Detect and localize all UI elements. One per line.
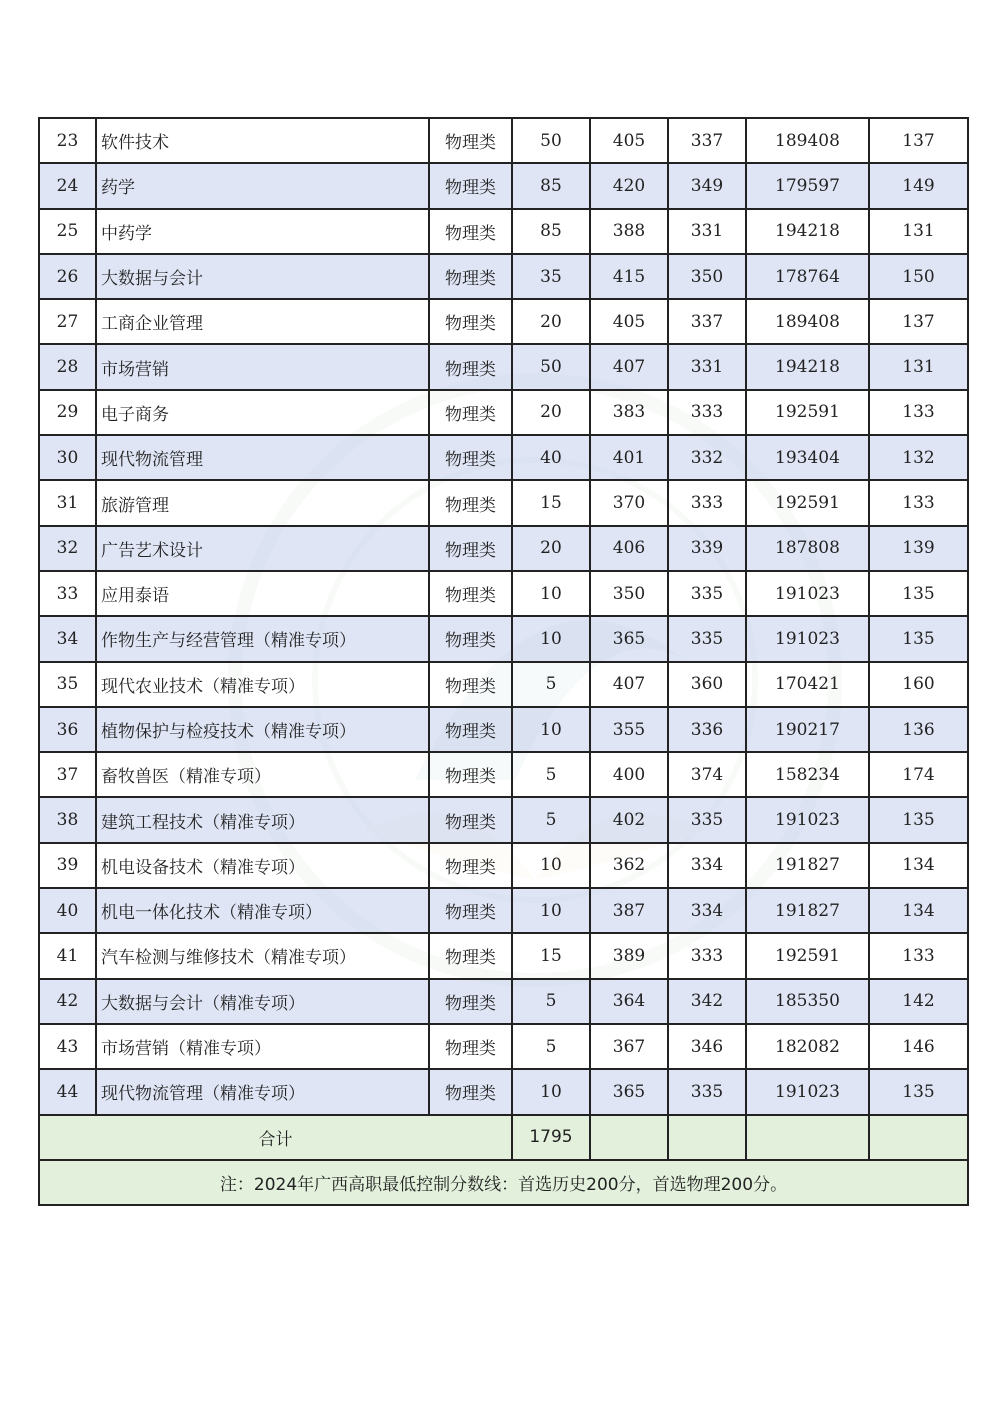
min-rank: 170421 xyxy=(746,662,869,707)
subject-category: 物理类 xyxy=(429,843,512,888)
major-name: 现代物流管理 xyxy=(96,435,429,480)
score-above-line: 134 xyxy=(869,888,968,933)
min-score: 335 xyxy=(668,571,746,616)
max-score: 355 xyxy=(590,707,668,752)
table-row xyxy=(39,480,968,525)
plan-count: 15 xyxy=(512,480,590,525)
min-rank: 192591 xyxy=(746,933,869,978)
min-rank: 192591 xyxy=(746,480,869,525)
score-above-line: 131 xyxy=(869,209,968,254)
row-number: 37 xyxy=(39,752,96,797)
min-rank: 179597 xyxy=(746,163,869,208)
plan-count: 85 xyxy=(512,163,590,208)
plan-count: 10 xyxy=(512,571,590,616)
score-above-line: 160 xyxy=(869,662,968,707)
row-number: 44 xyxy=(39,1069,96,1114)
min-score: 360 xyxy=(668,662,746,707)
row-number: 27 xyxy=(39,299,96,344)
max-score: 405 xyxy=(590,299,668,344)
score-above-line: 135 xyxy=(869,616,968,661)
score-above-line: 135 xyxy=(869,571,968,616)
plan-count: 5 xyxy=(512,797,590,842)
table-row xyxy=(39,526,968,571)
table-row xyxy=(39,344,968,389)
min-score: 331 xyxy=(668,344,746,389)
major-name: 工商企业管理 xyxy=(96,299,429,344)
score-above-line: 146 xyxy=(869,1024,968,1069)
max-score: 405 xyxy=(590,118,668,163)
major-name: 机电一体化技术（精准专项） xyxy=(96,888,429,933)
min-rank: 158234 xyxy=(746,752,869,797)
major-name: 大数据与会计（精准专项） xyxy=(96,979,429,1024)
major-name: 建筑工程技术（精准专项） xyxy=(96,797,429,842)
major-name: 旅游管理 xyxy=(96,480,429,525)
subject-category: 物理类 xyxy=(429,435,512,480)
table-row xyxy=(39,254,968,299)
subject-category: 物理类 xyxy=(429,480,512,525)
plan-count: 20 xyxy=(512,299,590,344)
row-number: 23 xyxy=(39,118,96,163)
total-value: 1795 xyxy=(512,1115,590,1160)
subject-category: 物理类 xyxy=(429,707,512,752)
subject-category: 物理类 xyxy=(429,526,512,571)
row-number: 26 xyxy=(39,254,96,299)
row-number: 24 xyxy=(39,163,96,208)
subject-category: 物理类 xyxy=(429,752,512,797)
plan-count: 5 xyxy=(512,1024,590,1069)
subject-category: 物理类 xyxy=(429,1024,512,1069)
subject-category: 物理类 xyxy=(429,797,512,842)
table-row xyxy=(39,1069,968,1114)
table-row xyxy=(39,888,968,933)
row-number: 41 xyxy=(39,933,96,978)
major-name: 汽车检测与维修技术（精准专项） xyxy=(96,933,429,978)
min-score: 346 xyxy=(668,1024,746,1069)
max-score: 407 xyxy=(590,662,668,707)
major-name: 植物保护与检疫技术（精准专项） xyxy=(96,707,429,752)
score-above-line: 135 xyxy=(869,797,968,842)
min-rank: 194218 xyxy=(746,344,869,389)
min-score: 337 xyxy=(668,118,746,163)
max-score: 365 xyxy=(590,616,668,661)
min-rank: 189408 xyxy=(746,118,869,163)
table-row xyxy=(39,390,968,435)
plan-count: 5 xyxy=(512,752,590,797)
min-score: 331 xyxy=(668,209,746,254)
row-number: 29 xyxy=(39,390,96,435)
major-name: 电子商务 xyxy=(96,390,429,435)
score-above-line: 133 xyxy=(869,933,968,978)
subject-category: 物理类 xyxy=(429,571,512,616)
subject-category: 物理类 xyxy=(429,616,512,661)
score-above-line: 131 xyxy=(869,344,968,389)
score-above-line: 132 xyxy=(869,435,968,480)
max-score: 387 xyxy=(590,888,668,933)
min-rank: 178764 xyxy=(746,254,869,299)
max-score: 389 xyxy=(590,933,668,978)
max-score: 407 xyxy=(590,344,668,389)
table-row xyxy=(39,979,968,1024)
min-rank: 192591 xyxy=(746,390,869,435)
max-score: 370 xyxy=(590,480,668,525)
admission-scores-table xyxy=(38,117,969,1206)
table-row xyxy=(39,571,968,616)
major-name: 作物生产与经营管理（精准专项） xyxy=(96,616,429,661)
table-row xyxy=(39,662,968,707)
min-score: 374 xyxy=(668,752,746,797)
min-score: 333 xyxy=(668,480,746,525)
score-above-line: 134 xyxy=(869,843,968,888)
plan-count: 10 xyxy=(512,888,590,933)
plan-count: 10 xyxy=(512,1069,590,1114)
note-row xyxy=(39,1160,968,1205)
table-row xyxy=(39,118,968,163)
score-above-line: 139 xyxy=(869,526,968,571)
row-number: 40 xyxy=(39,888,96,933)
plan-count: 20 xyxy=(512,390,590,435)
row-number: 34 xyxy=(39,616,96,661)
min-rank: 191023 xyxy=(746,797,869,842)
min-rank: 191023 xyxy=(746,571,869,616)
major-name: 市场营销（精准专项） xyxy=(96,1024,429,1069)
table-row xyxy=(39,435,968,480)
major-name: 软件技术 xyxy=(96,118,429,163)
subject-category: 物理类 xyxy=(429,299,512,344)
subject-category: 物理类 xyxy=(429,254,512,299)
min-rank: 191827 xyxy=(746,888,869,933)
major-name: 应用泰语 xyxy=(96,571,429,616)
subject-category: 物理类 xyxy=(429,888,512,933)
max-score: 406 xyxy=(590,526,668,571)
score-above-line: 174 xyxy=(869,752,968,797)
row-number: 25 xyxy=(39,209,96,254)
major-name: 大数据与会计 xyxy=(96,254,429,299)
total-label: 合计 xyxy=(39,1115,512,1160)
score-above-line: 136 xyxy=(869,707,968,752)
min-rank: 182082 xyxy=(746,1024,869,1069)
plan-count: 10 xyxy=(512,843,590,888)
table-row xyxy=(39,616,968,661)
major-name: 药学 xyxy=(96,163,429,208)
row-number: 42 xyxy=(39,979,96,1024)
score-above-line: 149 xyxy=(869,163,968,208)
subject-category: 物理类 xyxy=(429,163,512,208)
max-score: 350 xyxy=(590,571,668,616)
table-row xyxy=(39,707,968,752)
plan-count: 5 xyxy=(512,979,590,1024)
min-score: 334 xyxy=(668,888,746,933)
subject-category: 物理类 xyxy=(429,118,512,163)
plan-count: 40 xyxy=(512,435,590,480)
subject-category: 物理类 xyxy=(429,933,512,978)
min-score: 349 xyxy=(668,163,746,208)
max-score: 415 xyxy=(590,254,668,299)
major-name: 畜牧兽医（精准专项） xyxy=(96,752,429,797)
major-name: 广告艺术设计 xyxy=(96,526,429,571)
min-score: 339 xyxy=(668,526,746,571)
row-number: 32 xyxy=(39,526,96,571)
min-score: 335 xyxy=(668,1069,746,1114)
table-row xyxy=(39,752,968,797)
table-row xyxy=(39,1024,968,1069)
max-score: 400 xyxy=(590,752,668,797)
score-above-line: 137 xyxy=(869,118,968,163)
min-score: 334 xyxy=(668,843,746,888)
min-score: 337 xyxy=(668,299,746,344)
plan-count: 20 xyxy=(512,526,590,571)
max-score: 420 xyxy=(590,163,668,208)
plan-count: 35 xyxy=(512,254,590,299)
min-score: 332 xyxy=(668,435,746,480)
max-score: 364 xyxy=(590,979,668,1024)
min-rank: 190217 xyxy=(746,707,869,752)
score-above-line: 137 xyxy=(869,299,968,344)
table-row xyxy=(39,209,968,254)
major-name: 机电设备技术（精准专项） xyxy=(96,843,429,888)
subject-category: 物理类 xyxy=(429,1069,512,1114)
max-score: 401 xyxy=(590,435,668,480)
score-above-line: 133 xyxy=(869,390,968,435)
min-rank: 185350 xyxy=(746,979,869,1024)
subject-category: 物理类 xyxy=(429,979,512,1024)
row-number: 30 xyxy=(39,435,96,480)
subject-category: 物理类 xyxy=(429,209,512,254)
max-score: 362 xyxy=(590,843,668,888)
plan-count: 5 xyxy=(512,662,590,707)
table-row xyxy=(39,933,968,978)
plan-count: 10 xyxy=(512,616,590,661)
score-above-line: 133 xyxy=(869,480,968,525)
plan-count: 50 xyxy=(512,344,590,389)
major-name: 市场营销 xyxy=(96,344,429,389)
min-rank: 187808 xyxy=(746,526,869,571)
max-score: 388 xyxy=(590,209,668,254)
plan-count: 50 xyxy=(512,118,590,163)
min-score: 350 xyxy=(668,254,746,299)
min-score: 335 xyxy=(668,616,746,661)
score-above-line: 150 xyxy=(869,254,968,299)
row-number: 35 xyxy=(39,662,96,707)
plan-count: 10 xyxy=(512,707,590,752)
min-score: 342 xyxy=(668,979,746,1024)
row-number: 43 xyxy=(39,1024,96,1069)
row-number: 28 xyxy=(39,344,96,389)
table-row xyxy=(39,843,968,888)
subject-category: 物理类 xyxy=(429,662,512,707)
score-above-line: 135 xyxy=(869,1069,968,1114)
total-row xyxy=(39,1115,968,1160)
min-score: 336 xyxy=(668,707,746,752)
min-rank: 194218 xyxy=(746,209,869,254)
min-rank: 191023 xyxy=(746,1069,869,1114)
score-above-line: 142 xyxy=(869,979,968,1024)
min-rank: 189408 xyxy=(746,299,869,344)
max-score: 367 xyxy=(590,1024,668,1069)
min-rank: 193404 xyxy=(746,435,869,480)
table-row xyxy=(39,797,968,842)
plan-count: 85 xyxy=(512,209,590,254)
major-name: 中药学 xyxy=(96,209,429,254)
subject-category: 物理类 xyxy=(429,390,512,435)
max-score: 402 xyxy=(590,797,668,842)
table-row xyxy=(39,299,968,344)
min-score: 333 xyxy=(668,933,746,978)
min-rank: 191023 xyxy=(746,616,869,661)
row-number: 39 xyxy=(39,843,96,888)
row-number: 36 xyxy=(39,707,96,752)
row-number: 38 xyxy=(39,797,96,842)
min-score: 333 xyxy=(668,390,746,435)
major-name: 现代物流管理（精准专项） xyxy=(96,1069,429,1114)
plan-count: 15 xyxy=(512,933,590,978)
min-score: 335 xyxy=(668,797,746,842)
row-number: 31 xyxy=(39,480,96,525)
major-name: 现代农业技术（精准专项） xyxy=(96,662,429,707)
note-text: 注：2024年广西高职最低控制分数线：首选历史200分，首选物理200分。 xyxy=(39,1160,968,1205)
subject-category: 物理类 xyxy=(429,344,512,389)
max-score: 383 xyxy=(590,390,668,435)
min-rank: 191827 xyxy=(746,843,869,888)
row-number: 33 xyxy=(39,571,96,616)
table-row xyxy=(39,163,968,208)
max-score: 365 xyxy=(590,1069,668,1114)
